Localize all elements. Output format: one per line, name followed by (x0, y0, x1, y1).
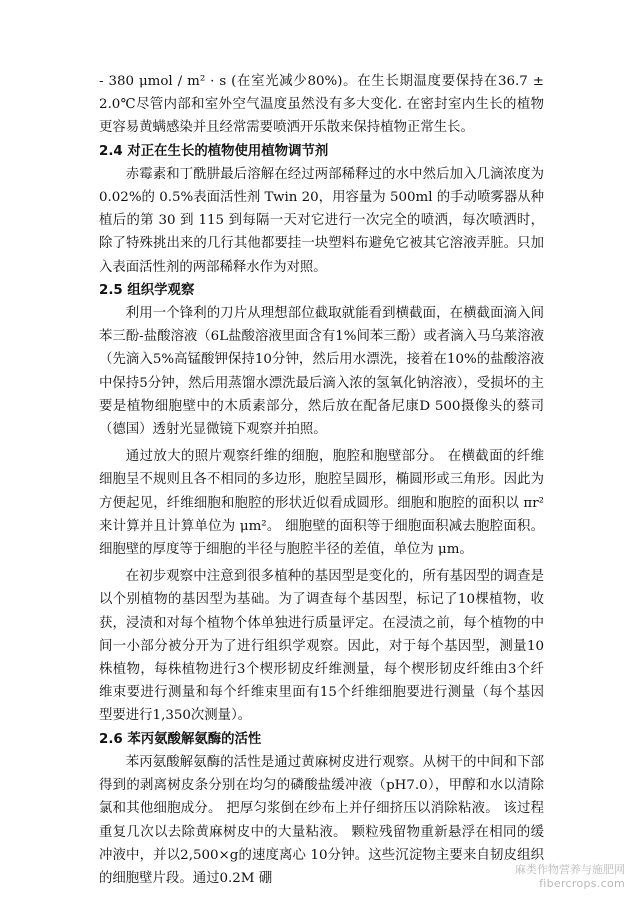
paragraph-staining-method: 利用一个锋利的刀片从理想部位截取就能看到横截面，在横截面滴入间苯三酚-盐酸溶液（6L盐酸溶液里面含有1%间苯三酚）或者滴入马乌莱溶液（先滴入5%高锰酸钾保持10分钟，然后用水漂洗，接着在10%的盐酸溶液中保持5分钟，然后用蒸馏水漂洗最后滴入浓的氢氧化钠溶液），受损坏的主要是植物细胞壁中的木质素部分，然后放在配备尼康D 500摄像头的蔡司 （德国）透射光显微镜下观察并拍照。 (99, 306, 544, 438)
watermark-site-name: 麻类作物营养与施肥网 (515, 863, 625, 876)
paragraph-plant-regulators: 赤霉素和丁酰肼最后溶解在经过两部稀释过的水中然后加入几滴浓度为0.02%的 0.5%表面活性剂 Twin 20，用容量为 500ml 的手动喷雾器从种植后的第 30 到 115 到每隔一天对它进行一次完全的喷洒，每次喷洒时，除了特殊挑出来的几行其他都要挂一块塑料布避免它被其它溶液弄脏。只加入表面活性剂的两部稀释水作为对照。 (99, 166, 544, 275)
site-watermark (515, 863, 625, 891)
watermark-url: fibercrops.com (539, 877, 625, 890)
paragraph-pal-activity: 苯丙氨酸解氨酶的活性是通过黄麻树皮进行观察。从树干的中间和下部得到的剥离树皮条分别在均匀的磷酸盐缓冲液（pH7.0），甲醇和水以清除氯和其他细胞成分。 把厚匀浆倒在纱布上并仔细挤压以消除粘液。 该过程重复几次以去除黄麻树皮中的大量粘液。 颗粒残留物重新悬浮在相同的缓冲液中，并以2,500×g的速度离心 10分钟。这些沉淀物主要来自韧皮组织的细胞壁片段。通过0.2M 硼 (99, 754, 544, 886)
section-heading-2-5: 2.5 组织学观察 (99, 282, 195, 298)
paragraph-cell-measurement: 通过放大的照片观察纤维的细胞，胞腔和胞壁部分。 在横截面的纤维细胞呈不规则且各不相同的多边形，胞腔呈圆形，椭圆形或三角形。因此为方便起见，纤维细胞和胞腔的形状近似看成圆形。细胞和胞腔的面积以 πr² 来计算并且计算单位为 μm²。 细胞壁的面积等于细胞面积减去胞腔面积。 细胞壁的厚度等于细胞的半径与胞腔半径的差值，单位为 μm。 (99, 449, 544, 558)
paragraph-growth-conditions: - 380 μmol / m² · s (在室光减少80%)。在生长期温度要保持在36.7 ± 2.0℃尽管内部和室外空气温度虽然没有多大变化. 在密封室内生长的植物更容易黄螨感染并且经常需要喷洒开乐散来保持植物正常生长。 (99, 74, 544, 136)
paragraph-genotype-survey: 在初步观察中注意到很多植种的基因型是变化的，所有基因型的调查是以个别植物的基因型为基础。为了调查每个基因型，标记了10棵植物，收获，浸渍和对每个植物个体单独进行质量评定。在浸渍之前，每个植物的中间一小部分被分开为了进行组织学观察。因此，对于每个基因型，测量10株植物，每株植物进行3个楔形韧皮纤维测量，每个楔形韧皮纤维由3个纤维束要进行测量和每个纤维束里面有15个纤维细胞要进行测量（每个基因型要进行1,350次测量）。 (99, 569, 544, 724)
section-heading-2-6: 2.6 苯丙氨酸解氨酶的活性 (99, 731, 262, 747)
section-heading-2-4: 2.4 对正在生长的植物使用植物调节剂 (99, 143, 329, 159)
document-body (99, 70, 544, 890)
